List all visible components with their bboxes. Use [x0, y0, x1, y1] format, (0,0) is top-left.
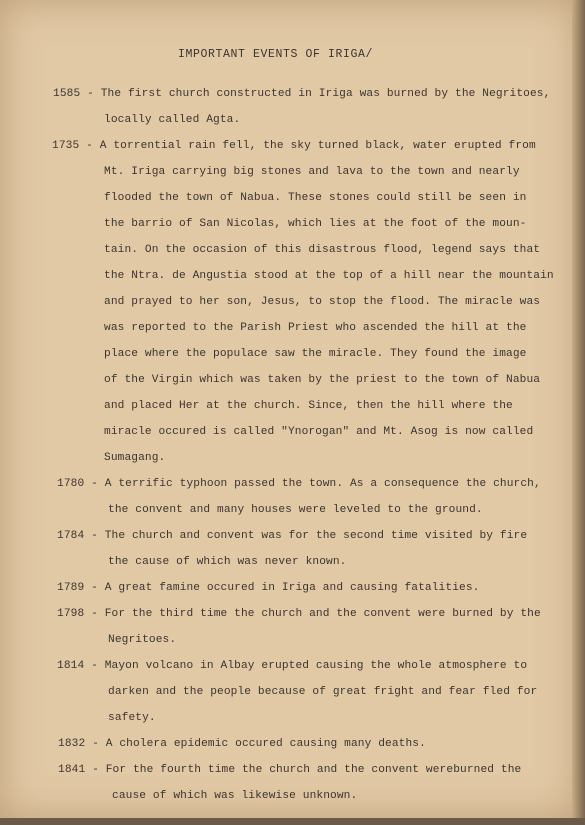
entry-1585-line-2: locally called Agta. [104, 114, 241, 126]
entry-1780-line-2: the convent and many houses were leveled to the ground. [108, 504, 483, 516]
entry-1798-line-2: Negritoes. [108, 634, 177, 646]
entry-1735-line-9: place where the populace saw the miracle. They found the image [104, 348, 527, 360]
entry-1814-line-1: 1814 - Mayon volcano in Albay erupted causing the whole atmosphere to [57, 660, 528, 672]
entry-1735-line-13: Sumagang. [104, 452, 166, 464]
entry-1789-line-1: 1789 - A great famine occured in Iriga and causing fatalities. [57, 582, 480, 594]
entry-1585-line-1: 1585 - The first church constructed in Iriga was burned by the Negritoes, [53, 88, 551, 100]
entry-1841-line-1: 1841 - For the fourth time the church and the convent wereburned the [58, 764, 522, 776]
entry-1814-line-2: darken and the people because of great fright and fear fled for [108, 686, 538, 698]
entry-1841-line-2: cause of which was likewise unknown. [112, 790, 358, 802]
entry-1784-line-1: 1784 - The church and convent was for the second time visited by fire [57, 530, 528, 542]
entry-1735-line-1: 1735 - A torrential rain fell, the sky turned black, water erupted from [52, 140, 536, 152]
entry-1798-line-1: 1798 - For the third time the church and the convent were burned by the [57, 608, 541, 620]
entry-1735-line-6: the Ntra. de Angustia stood at the top of a hill near the mountain [104, 270, 554, 282]
entry-1814-line-3: safety. [108, 712, 156, 724]
entry-1735-line-3: flooded the town of Nabua. These stones could still be seen in [104, 192, 527, 204]
entry-1832-line-1: 1832 - A cholera epidemic occured causing many deaths. [58, 738, 426, 750]
entry-1735-line-12: miracle occured is called "Ynorogan" and Mt. Asog is now called [104, 426, 534, 438]
entry-1735-line-5: tain. On the occasion of this disastrous flood, legend says that [104, 244, 541, 256]
entry-1780-line-1: 1780 - A terrific typhoon passed the town. As a consequence the church, [57, 478, 541, 490]
page-title: IMPORTANT EVENTS OF IRIGA/ [178, 48, 374, 61]
page-bottom-edge [0, 818, 585, 825]
entry-1735-line-2: Mt. Iriga carrying big stones and lava to the town and nearly [104, 166, 520, 178]
entry-1784-line-2: the cause of which was never known. [108, 556, 347, 568]
entry-1735-line-7: and prayed to her son, Jesus, to stop the flood. The miracle was [104, 296, 541, 308]
entry-1735-line-11: and placed Her at the church. Since, then the hill where the [104, 400, 513, 412]
page-right-edge [572, 0, 585, 825]
entry-1735-line-10: of the Virgin which was taken by the priest to the town of Nabua [104, 374, 541, 386]
entry-1735-line-8: was reported to the Parish Priest who ascended the hill at the [104, 322, 527, 334]
entry-1735-line-4: the barrio of San Nicolas, which lies at the foot of the moun- [104, 218, 527, 230]
